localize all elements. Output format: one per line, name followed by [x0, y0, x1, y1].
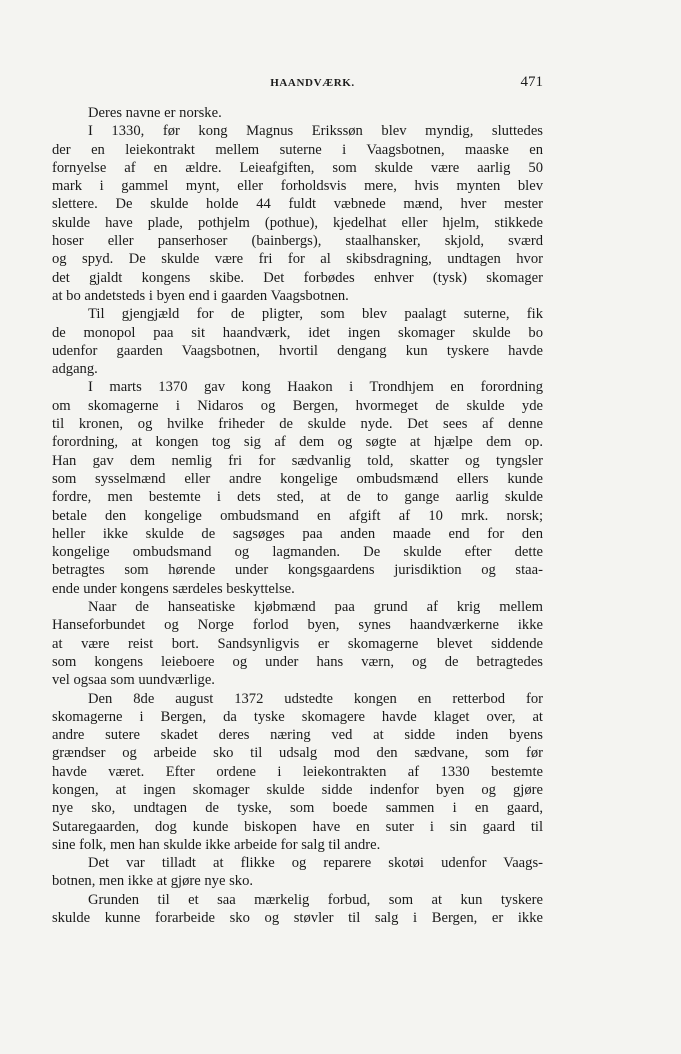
text-line: ende under kongens særdeles beskyttelse. [52, 580, 295, 597]
text-line: mark i gammel mynt, eller forholdsvis mere, hvis mynten blev [52, 178, 543, 195]
body-text [52, 104, 543, 927]
text-line: skulde kunne forarbeide sko og støvler til salg i Bergen, er ikke [52, 910, 543, 927]
text-line: slettere. De skulde holde 44 fuldt væbnede mænd, hver mester [52, 196, 543, 213]
page-number: 471 [520, 74, 543, 90]
text-line: udenfor gaarden Vaagsbotnen, hvortil dengang kun tyskere havde [52, 342, 543, 359]
running-header [82, 74, 543, 94]
text-line: sine folk, men han skulde ikke arbeide for salg til andre. [52, 836, 381, 853]
text-line: kongelige ombudsmand og lagmanden. De skulde efter dette [52, 544, 543, 561]
text-line: Til gjengjæld for de pligter, som blev paalagt suterne, fik [88, 306, 543, 323]
header-title: HAANDVÆRK. [270, 77, 355, 89]
text-line: de monopol paa sit haandværk, idet ingen skomager skulde bo [52, 324, 543, 341]
text-line: andre sutere skadet deres næring ved at sidde inden byens [52, 727, 543, 744]
text-line: Den 8de august 1372 udstedte kongen en retterbod for [88, 690, 543, 707]
text-line: havde været. Efter ordene i leiekontrakten af 1330 bestemte [52, 763, 543, 780]
text-line: Grunden til et saa mærkelig forbud, som at kun tyskere [88, 891, 543, 908]
text-line: kongen, at ingen skomager skulde sidde indenfor byen og gjøre [52, 781, 543, 798]
text-line: grændser og arbeide sko til udsalg mod den sædvane, som før [52, 745, 543, 762]
text-line: vel ogsaa som uundværlige. [52, 672, 215, 689]
text-line: fornyelse af en ældre. Leieafgiften, som skulde være aarlig 50 [52, 159, 543, 176]
text-line: I 1330, før kong Magnus Erikssøn blev myndig, sluttedes [88, 123, 543, 140]
text-line: betragtes som hørende under kongsgaardens jurisdiktion og staa- [52, 562, 543, 579]
text-line: heller ikke skulde de sagsøges paa anden maade end for den [52, 525, 543, 542]
text-line: der en leiekontrakt mellem suterne i Vaagsbotnen, maaske en [52, 141, 543, 158]
text-line: botnen, men ikke at gjøre nye sko. [52, 873, 254, 890]
text-line: forordning, at kongen tog sig af dem og søgte at hjælpe dem op. [52, 434, 543, 451]
text-line: at bo andetsteds i byen end i gaarden Vaagsbotnen. [52, 287, 349, 304]
text-line: fordre, men bestemte i dets sted, at de to gange aarlig skulde [52, 489, 543, 506]
text-line: at være reist bort. Sandsynligvis er skomagerne blevet siddende [52, 635, 543, 652]
text-line: Sutaregaarden, dog kunde biskopen have en suter i sin gaard til [52, 818, 543, 835]
text-line: til kronen, og hvilke friheder de skulde nyde. Det sees af denne [52, 416, 543, 433]
text-line: hoser eller panserhoser (bainbergs), staalhansker, skjold, sværd [52, 233, 543, 250]
text-line: Det var tilladt at flikke og reparere skotøi udenfor Vaags- [88, 855, 543, 872]
text-line: Hanseforbundet og Norge forlod byen, synes haandværkerne ikke [52, 617, 543, 634]
text-line: Deres navne er norske. [88, 105, 222, 121]
text-line: om skomagerne i Nidaros og Bergen, hvormeget de skulde yde [52, 397, 543, 414]
text-line: betale den kongelige ombudsmand en afgift af 10 mrk. norsk; [52, 507, 543, 524]
text-line: Han gav dem nemlig fri for sædvanlig told, skatter og tyngsler [52, 452, 543, 469]
text-line: som kongens leieboere og under hans værn, og de betragtedes [52, 653, 543, 670]
text-line: skomagerne i Bergen, da tyske skomagere havde klaget over, at [52, 708, 543, 725]
text-line: skulde have plade, pothjelm (pothue), kjedelhat eller hjelm, stikkede [52, 214, 543, 231]
text-line: nye sko, undtagen de tyske, som boede sammen i en gaard, [52, 800, 543, 817]
text-line: det gjaldt kongens skibe. Det forbødes enhver (tysk) skomager [52, 269, 543, 286]
text-line: adgang. [52, 361, 98, 378]
text-line: Naar de hanseatiske kjøbmænd paa grund af krig mellem [88, 599, 543, 616]
text-line: som sysselmænd eller andre kongelige ombudsmænd ellers kunde [52, 470, 543, 487]
text-line: I marts 1370 gav kong Haakon i Trondhjem en forordning [88, 379, 543, 396]
text-line: og spyd. De skulde være fri for al skibsdragning, undtagen hvor [52, 251, 543, 268]
